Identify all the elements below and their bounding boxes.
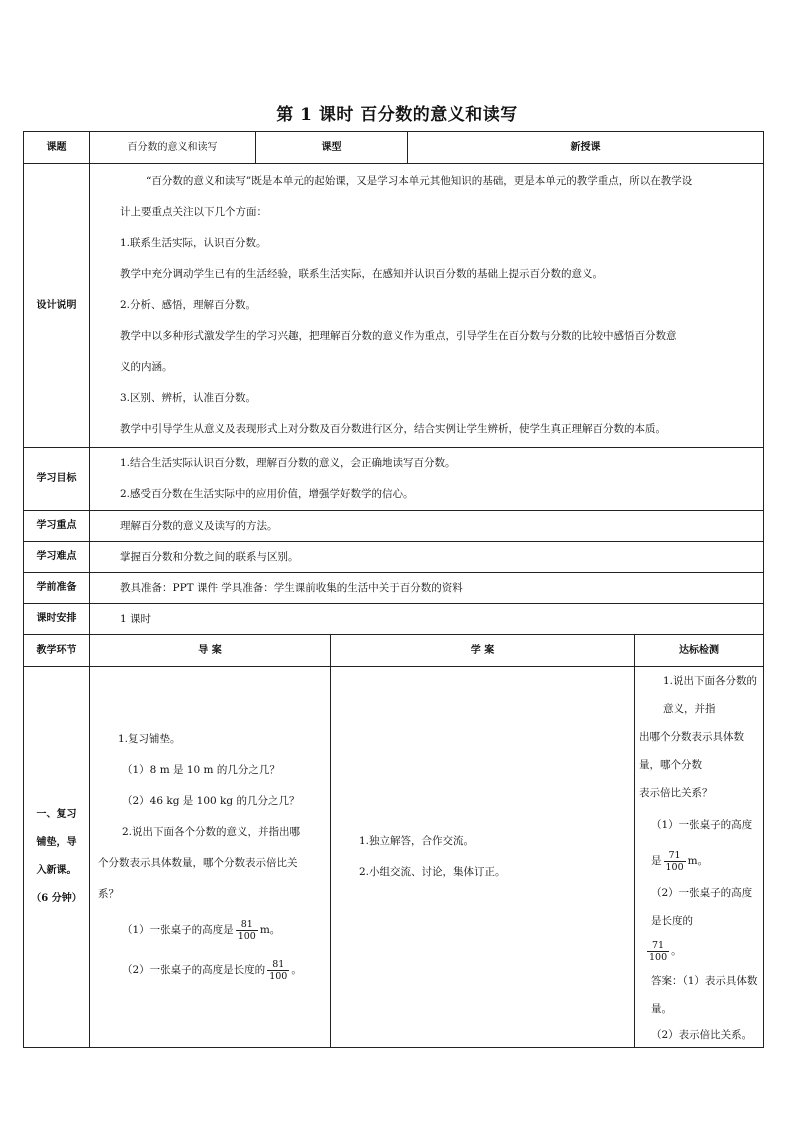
- page-title: 第 1 课时 百分数的意义和读写: [276, 105, 518, 125]
- fraction: [647, 940, 669, 963]
- guide-text: （2）一张桌子的高度是长度的: [122, 964, 266, 976]
- check-line: 出哪个分数表示具体数量，哪个分数: [639, 731, 744, 771]
- fraction-numerator: 71: [664, 850, 686, 862]
- check-text: 。: [671, 945, 682, 957]
- design-heading: 2.分析、感悟，理解百分数。: [120, 299, 257, 311]
- check-text: m。: [687, 855, 709, 867]
- goal-item: 1.结合生活实际认识百分数，理解百分数的意义，会正确地读写百分数。: [120, 457, 456, 469]
- fraction-denominator: 100: [237, 930, 256, 942]
- type-value: 新授课: [408, 132, 764, 164]
- stage1-row: [24, 667, 764, 1048]
- guide-header: 导 案: [90, 635, 331, 667]
- guide-line: 1.复习铺垫。: [118, 733, 181, 745]
- subject-label: 课题: [24, 132, 90, 164]
- fraction-numerator: 81: [236, 919, 258, 931]
- design-paragraph: “百分数的意义和读写”既是本单元的起始课，又是学习本单元其他知识的基础，更是本单元的教学重点，所以在教学设: [146, 175, 693, 187]
- fraction-denominator: 100: [269, 970, 288, 982]
- subject-row: [24, 132, 764, 164]
- fraction: [664, 850, 686, 873]
- guide-line: 2.说出下面各个分数的意义，并指出哪: [122, 826, 301, 838]
- guide-line: [118, 950, 322, 990]
- check-line: 表示倍比关系？: [639, 787, 713, 799]
- focus-text: 理解百分数的意义及读写的方法。: [90, 511, 764, 542]
- lesson-plan-table: [23, 131, 764, 1048]
- schedule-label: 课时安排: [24, 604, 90, 635]
- goals-row: [24, 448, 764, 511]
- focus-label: 学习重点: [24, 511, 90, 542]
- check-line: （2）一张桌子的高度是长度的: [651, 887, 753, 927]
- fraction: [267, 959, 289, 982]
- goals-label: 学习目标: [24, 448, 90, 511]
- guide-text: （1）一张桌子的高度是: [122, 924, 234, 936]
- study-line: 1.独立解答，合作交流。: [359, 835, 475, 847]
- fraction-denominator: 100: [665, 861, 684, 873]
- guide-line: 个分数表示具体数量，哪个分数表示倍比关: [98, 857, 298, 869]
- difficulty-label: 学习难点: [24, 542, 90, 573]
- design-paragraph: 教学中充分调动学生已有的生活经验，联系生活实际，在感知并认识百分数的基础上提示百分数的意义。: [120, 268, 603, 280]
- guide-text: m。: [259, 924, 281, 936]
- stage1-label-line: 铺垫，导: [36, 837, 77, 848]
- check-line: [639, 935, 759, 967]
- check-line: 1.说出下面各分数的意义，并指: [663, 675, 758, 715]
- guide-cell: [90, 667, 331, 1048]
- difficulty-text: 掌握百分数和分数之间的联系与区别。: [90, 542, 764, 573]
- check-line: 答案：（1）表示具体数量。: [651, 975, 758, 1015]
- guide-line: [118, 910, 322, 950]
- check-cell: [635, 667, 764, 1048]
- stage-header-row: [24, 635, 764, 667]
- design-paragraph: 义的内涵。: [120, 361, 173, 373]
- stage1-label: [24, 667, 90, 1048]
- stage-header-label: 教学环节: [24, 635, 90, 667]
- design-heading: 1.联系生活实际，认识百分数。: [120, 237, 267, 249]
- study-cell: [331, 667, 635, 1048]
- check-header: 达标检测: [635, 635, 764, 667]
- design-label: 设计说明: [24, 164, 90, 448]
- design-paragraph: 教学中以多种形式激发学生的学习兴趣，把理解百分数的意义作为重点，引导学生在百分数与分数的比较中感悟百分数意: [120, 330, 677, 342]
- prep-text: 教具准备：PPT 课件 学具准备：学生课前收集的生活中关于百分数的资料: [90, 573, 764, 604]
- stage1-label-line: （6 分钟）: [31, 893, 82, 904]
- guide-line: （2）46 kg 是 100 kg 的几分之几？: [122, 795, 300, 807]
- goal-item: 2.感受百分数在生活实际中的应用价值，增强学好数学的信心。: [120, 488, 414, 500]
- check-line: [639, 807, 759, 879]
- check-line: （2）表示倍比关系。: [651, 1029, 753, 1041]
- type-label: 课型: [256, 132, 408, 164]
- goals-content: [90, 448, 764, 511]
- prep-row: [24, 573, 764, 604]
- guide-text: 。: [291, 964, 302, 976]
- study-line: 2.小组交流、讨论，集体订正。: [359, 866, 506, 878]
- fraction-denominator: 100: [649, 951, 668, 963]
- fraction-numerator: 71: [647, 940, 669, 952]
- design-content: [90, 164, 764, 448]
- design-row: [24, 164, 764, 448]
- schedule-row: [24, 604, 764, 635]
- difficulty-row: [24, 542, 764, 573]
- stage1-label-line: 一、复习: [36, 809, 77, 820]
- subject-value: 百分数的意义和读写: [90, 132, 256, 164]
- guide-line: 系？: [98, 888, 119, 900]
- fraction-numerator: 81: [267, 959, 289, 971]
- design-heading: 3.区别、辨析，认准百分数。: [120, 392, 257, 404]
- design-paragraph: 计上要重点关注以下几个方面：: [120, 206, 267, 218]
- fraction: [236, 919, 258, 942]
- study-header: 学 案: [331, 635, 635, 667]
- schedule-text: 1 课时: [90, 604, 764, 635]
- prep-label: 学前准备: [24, 573, 90, 604]
- stage1-label-line: 入新课。: [36, 865, 77, 876]
- design-paragraph: 教学中引导学生从意义及表现形式上对分数及百分数进行区分，结合实例让学生辨析，使学生真正理解百分数的本质。: [120, 423, 666, 435]
- focus-row: [24, 511, 764, 542]
- check-text: （1）一张桌子的高度是: [651, 819, 753, 867]
- guide-line: （1）8 m 是 10 m 的几分之几？: [122, 764, 280, 776]
